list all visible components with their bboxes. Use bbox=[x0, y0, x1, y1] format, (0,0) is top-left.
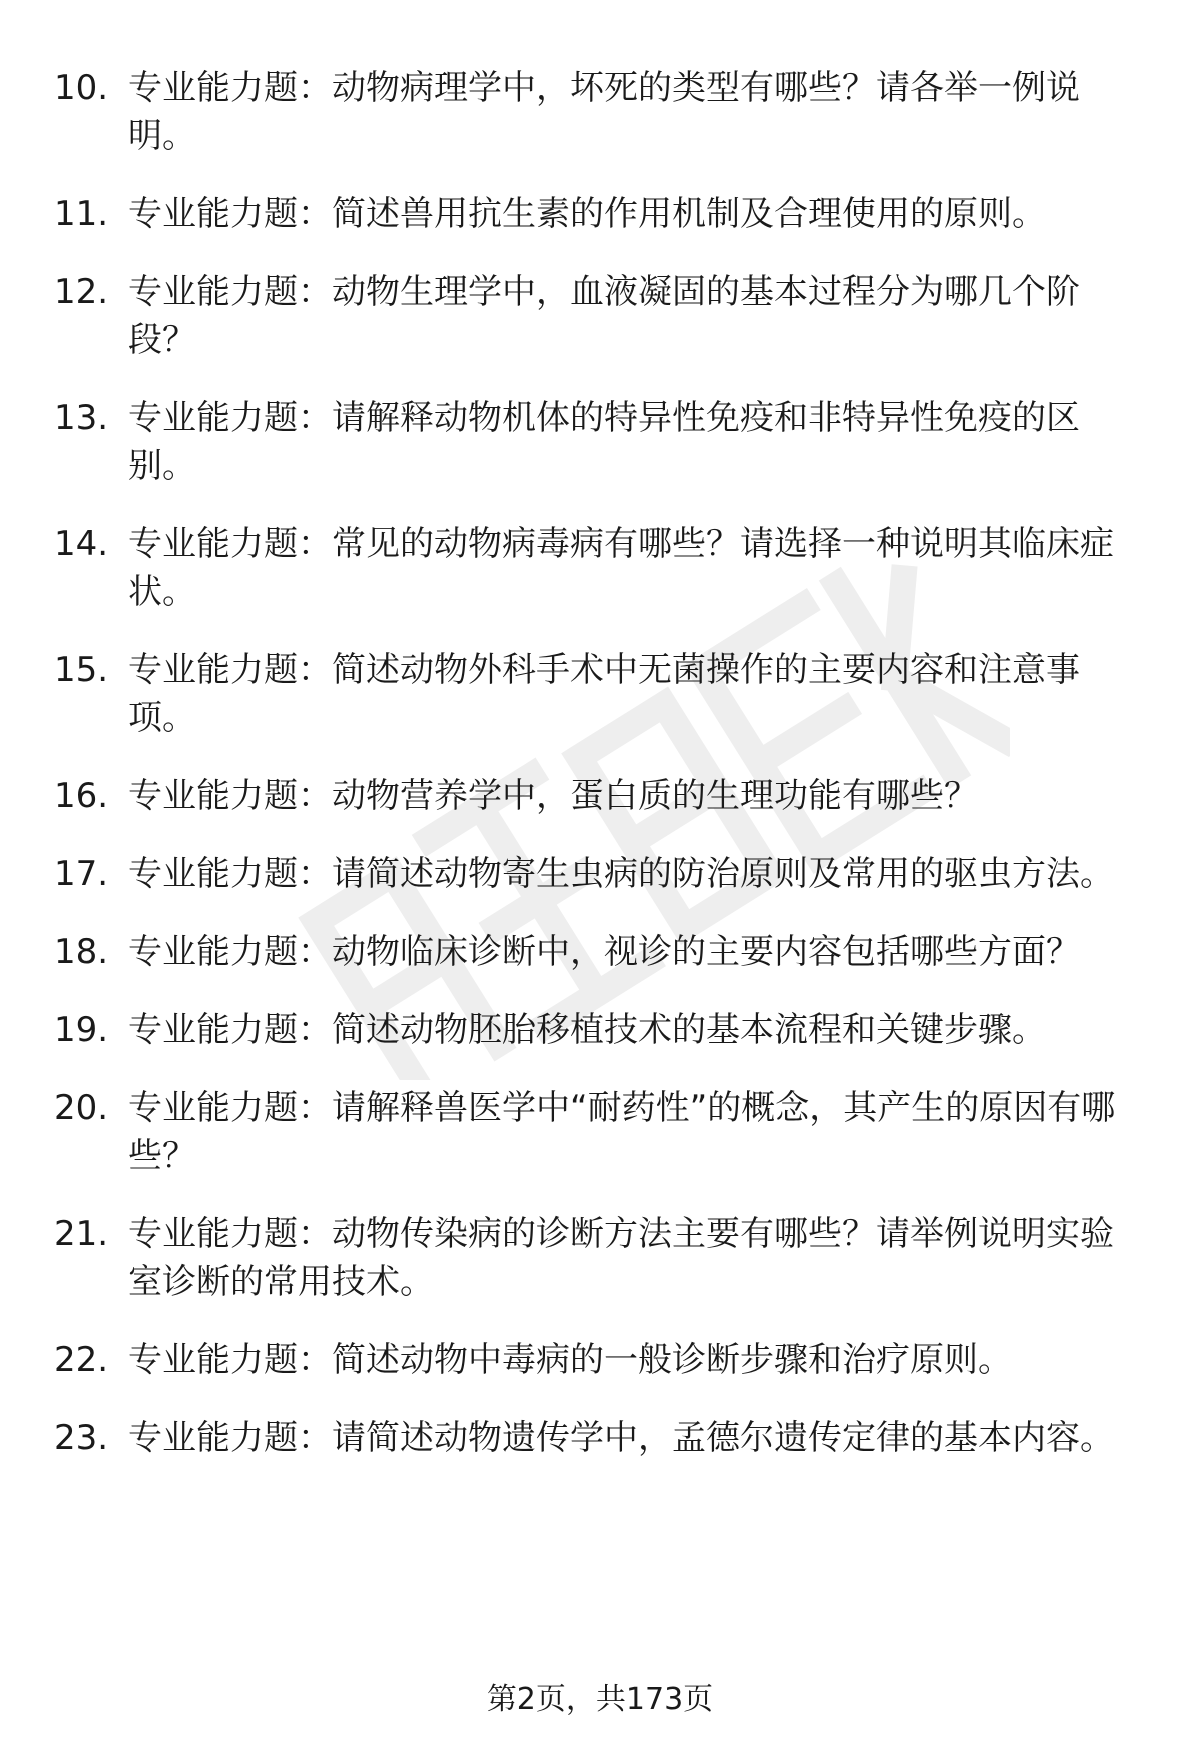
question-number: 12. bbox=[54, 272, 109, 312]
question-text: 专业能力题：请解释动物机体的特异性免疫和非特异性免疫的区别。 bbox=[128, 398, 1080, 486]
question-number: 19. bbox=[54, 1010, 109, 1050]
question-text: 专业能力题：常见的动物病毒病有哪些？请选择一种说明其临床症状。 bbox=[128, 524, 1114, 612]
question-item bbox=[0, 268, 1200, 364]
question-item bbox=[0, 850, 1200, 898]
question-number: 11. bbox=[54, 194, 109, 234]
question-number: 23. bbox=[54, 1418, 109, 1458]
question-item bbox=[0, 646, 1200, 742]
question-text: 专业能力题：简述兽用抗生素的作用机制及合理使用的原则。 bbox=[128, 194, 1046, 234]
question-item bbox=[0, 190, 1200, 238]
question-text: 专业能力题：动物营养学中，蛋白质的生理功能有哪些？ bbox=[128, 776, 978, 816]
question-text: 专业能力题：请简述动物遗传学中，孟德尔遗传定律的基本内容。 bbox=[128, 1418, 1114, 1458]
page-number-label: 第2页，共173页 bbox=[486, 1682, 714, 1717]
question-number: 20. bbox=[54, 1088, 109, 1128]
question-text: 专业能力题：动物传染病的诊断方法主要有哪些？请举例说明实验室诊断的常用技术。 bbox=[128, 1214, 1114, 1302]
question-number: 13. bbox=[54, 398, 109, 438]
question-number: 21. bbox=[54, 1214, 109, 1254]
question-text: 专业能力题：简述动物外科手术中无菌操作的主要内容和注意事项。 bbox=[128, 650, 1080, 738]
question-text: 专业能力题：请简述动物寄生虫病的防治原则及常用的驱虫方法。 bbox=[128, 854, 1114, 894]
page-footer bbox=[0, 1680, 1200, 1720]
question-text: 专业能力题：动物临床诊断中，视诊的主要内容包括哪些方面？ bbox=[128, 932, 1080, 972]
question-number: 18. bbox=[54, 932, 109, 972]
question-number: 22. bbox=[54, 1340, 109, 1380]
question-number: 15. bbox=[54, 650, 109, 690]
question-item bbox=[0, 928, 1200, 976]
question-item bbox=[0, 1006, 1200, 1054]
question-text: 专业能力题：简述动物中毒病的一般诊断步骤和治疗原则。 bbox=[128, 1340, 1012, 1380]
question-item bbox=[0, 1414, 1200, 1462]
question-item bbox=[0, 772, 1200, 820]
question-text: 专业能力题：简述动物胚胎移植技术的基本流程和关键步骤。 bbox=[128, 1010, 1046, 1050]
question-item bbox=[0, 394, 1200, 490]
question-item bbox=[0, 1084, 1200, 1180]
question-number: 10. bbox=[54, 68, 109, 108]
question-number: 16. bbox=[54, 776, 109, 816]
question-item bbox=[0, 1336, 1200, 1384]
question-text: 专业能力题：动物病理学中，坏死的类型有哪些？请各举一例说明。 bbox=[128, 68, 1080, 156]
question-item bbox=[0, 1210, 1200, 1306]
question-text: 专业能力题：请解释兽医学中“耐药性”的概念，其产生的原因有哪些？ bbox=[128, 1088, 1116, 1176]
question-item bbox=[0, 520, 1200, 616]
question-list bbox=[0, 64, 1200, 1492]
question-text: 专业能力题：动物生理学中，血液凝固的基本过程分为哪几个阶段？ bbox=[128, 272, 1080, 360]
question-number: 14. bbox=[54, 524, 109, 564]
question-item bbox=[0, 64, 1200, 160]
question-number: 17. bbox=[54, 854, 109, 894]
